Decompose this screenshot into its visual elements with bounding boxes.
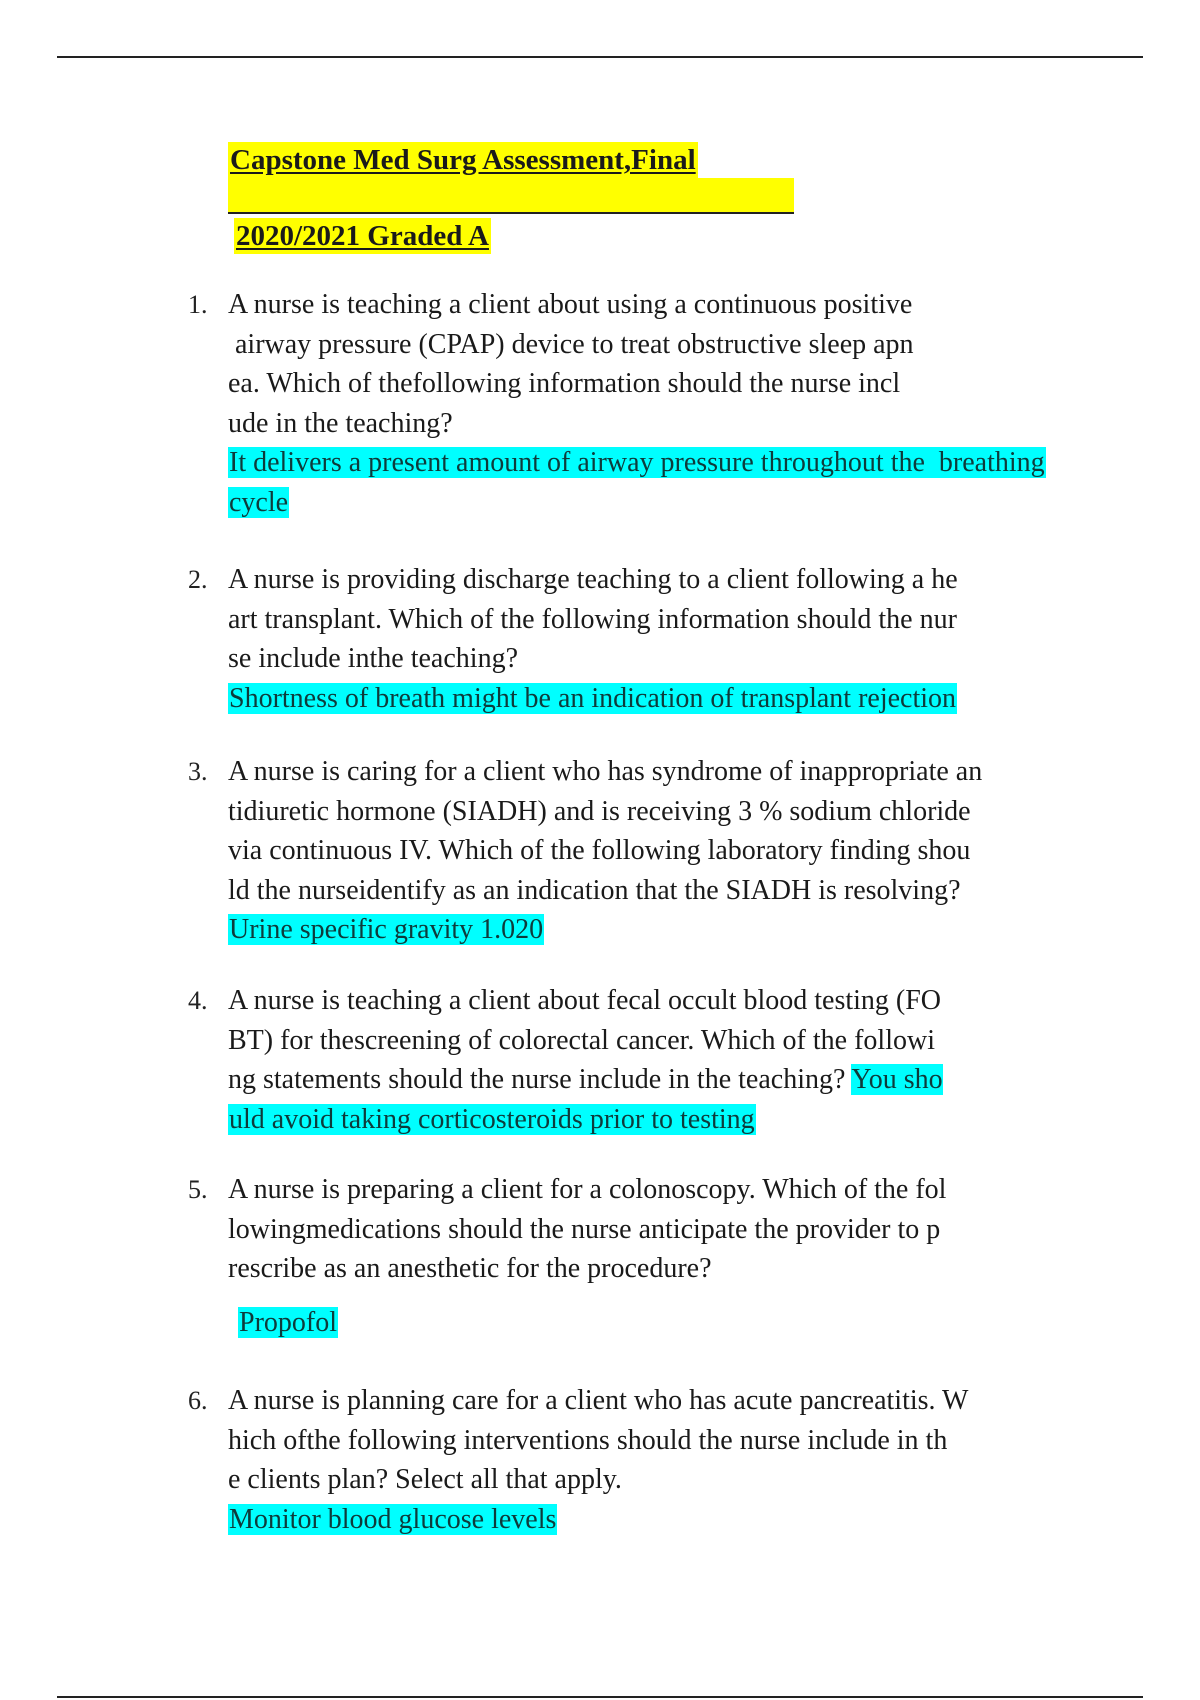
answer-line: cycle [229,487,289,518]
question-line: se include inthe teaching? [228,643,518,674]
question-number: 4. [188,986,208,1015]
answer [228,443,1128,523]
question-line: tidiuretic hormone (SIADH) and is receiving 3 % sodium chloride [228,795,971,827]
document-title: Capstone Med Surg Assessment,Final [230,144,696,176]
bottom-rule [57,1696,1143,1698]
question-line: A nurse is teaching a client about using a continuous positive [228,289,913,320]
question-line: A nurse is providing discharge teaching to a client following a he [228,564,958,595]
answer-line: Shortness of breath might be an indication of transplant rejection [229,682,957,714]
answer-line: It delivers a present amount of airway pressure throughout the breathing [229,447,1045,478]
question-line: A nurse is planning care for a client who has acute pancreatitis. W [228,1385,969,1416]
question-line: lowingmedications should the nurse anticipate the provider to p [228,1213,941,1245]
question-line: e clients plan? Select all that apply. [228,1464,622,1495]
question-text [228,1381,1128,1500]
question-line-text: ng statements should the nurse include in the teaching? [228,1064,852,1095]
document-title-block [228,142,794,254]
question-line [228,1060,1128,1100]
top-rule [57,56,1143,58]
answer-line: Propofol [239,1306,337,1338]
answer [228,1500,1128,1540]
answer [238,1303,1128,1343]
question-line: BT) for thescreening of colorectal cancer. Which of the followi [228,1024,935,1056]
question-line: hich ofthe following interventions should the nurse include in th [228,1424,948,1456]
question-number: 3. [188,757,208,786]
question-text [228,981,1128,1100]
answer [228,679,1128,719]
question-text [228,285,1128,443]
question-line: ude in the teaching? [228,407,453,439]
question-line: A nurse is teaching a client about fecal occult blood testing (FO [228,985,942,1016]
question-text [228,1170,1128,1289]
document-subtitle: 2020/2021 Graded A [236,220,489,252]
question-line: airway pressure (CPAP) device to treat obstructive sleep apn [228,328,914,360]
question-text [228,752,1128,910]
question-line: via continuous IV. Which of the following laboratory finding shou [228,835,971,866]
question-text [228,560,1128,679]
question-line: ld the nurseidentify as an indication that the SIADH is resolving? [228,874,961,906]
question-line: ea. Which of thefollowing information should the nurse incl [228,368,901,399]
question-number: 5. [188,1175,208,1204]
answer-line: Monitor blood glucose levels [229,1503,557,1535]
question-line: rescribe as an anesthetic for the procedure? [228,1253,712,1284]
answer-inline: You sho [851,1064,943,1095]
answer [228,1100,1128,1140]
question-line: A nurse is preparing a client for a colonoscopy. Which of the fol [228,1174,947,1205]
question-line: art transplant. Which of the following information should the nur [228,603,957,635]
answer-line: Urine specific gravity 1.020 [229,914,544,945]
question-number: 1. [188,290,208,319]
question-number: 2. [188,565,208,594]
question-number: 6. [188,1386,208,1415]
answer-line: uld avoid taking corticosteroids prior to testing [229,1103,755,1135]
title-highlight-bar [228,178,794,214]
question-line: A nurse is caring for a client who has syndrome of inappropriate an [228,756,983,787]
answer [228,910,1128,950]
